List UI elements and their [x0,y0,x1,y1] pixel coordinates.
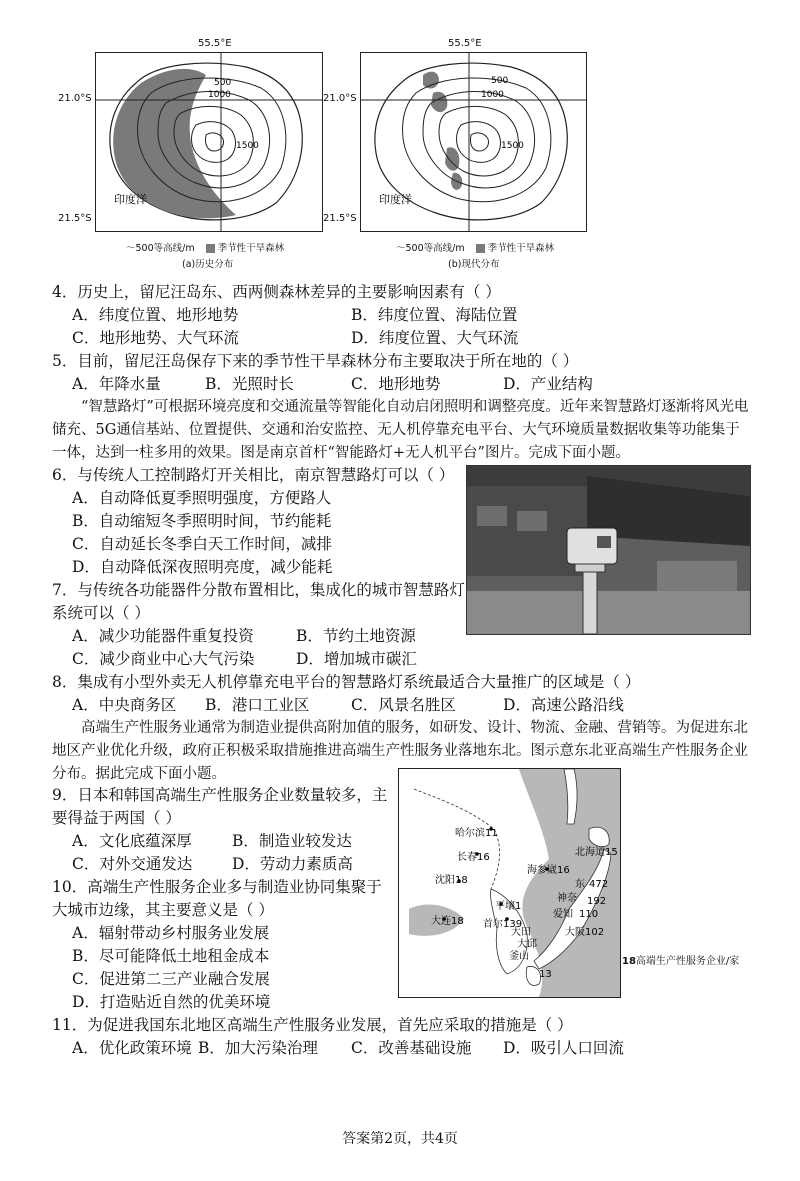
reunion-map-b-svg [361,53,586,231]
q7-stem-line2: 系统可以（ ） [52,604,150,622]
page-footer: 答案第2页，共4页 [342,1131,458,1147]
q8-stem: 8．集成有小型外卖无人机停靠充电平台的智慧路灯系统最适合大量推广的区域是（ ） [52,673,641,691]
map-a-lat-top: 21.0°S [58,93,92,104]
contour-legend-value: 500 [405,243,424,254]
q5-option-c[interactable]: C．地形地势 [351,375,441,393]
reunion-map-a-svg [96,53,322,231]
q8-option-b[interactable]: B．港口工业区 [205,696,310,714]
q5-option-b[interactable]: B．光照时长 [205,375,294,393]
city-fukuoka: 13 [539,969,552,980]
city-harbin: 哈尔滨11 [455,828,498,839]
intro-producer-services: 高端生产性服务业通常为制造业提供高附加值的服务，如研发、设计、物流、金融、营销等。为促进东北地区产业优化升级，政府正积极采取措施推进高端生产性服务业落地东北。图示意东北亚高端生产性服务企业分布。据此完成下面小题。 [52,720,748,782]
contour-label-1000: 1000 [208,90,231,100]
nemap-legend [622,952,739,967]
q10-option-d[interactable]: D．打造贴近自然的优美环境 [72,993,271,1011]
q11-option-d[interactable]: D．吸引人口回流 [503,1039,624,1057]
q7-option-d[interactable]: D．增加城市碳汇 [296,650,417,668]
q7-stem-line1: 7．与传统各功能器件分散布置相比，集成化的城市智慧路灯 [52,581,465,599]
q5-option-d[interactable]: D．产业结构 [503,375,593,393]
map-a-legend [126,240,284,254]
city-tokyo-prefix: 东 [575,879,585,890]
q9-option-d[interactable]: D．劳动力素质高 [232,855,353,873]
q4-option-d[interactable]: D．纬度位置、大气环流 [351,329,519,347]
map-b-lon-label: 55.5°E [448,38,482,49]
q5-stem: 5．目前，留尼汪岛保存下来的季节性干旱森林分布主要取决于所在地的（ ） [52,352,579,370]
contour-label-500: 500 [491,76,509,86]
contour-legend-text: 等高线/m [153,243,195,254]
city-seoul: 首尔139 [483,919,523,930]
ocean-label: 印度洋 [114,193,147,206]
q10-option-a[interactable]: A．辐射带动乡村服务业发展 [72,924,270,942]
city-kanagawa-value: 192 [587,896,607,907]
nemap-legend-num: 18 [622,956,636,967]
contour-legend-icon: 〜 [396,243,406,254]
q8-option-a[interactable]: A．中央商务区 [72,696,177,714]
city-hokkaido: 北海道15 [575,847,618,858]
q9-option-b[interactable]: B．制造业较发达 [232,832,352,850]
q10-stem-line1: 10．高端生产性服务企业多与制造业协同集聚于 [52,878,382,896]
smart-streetlight-photo [466,465,751,635]
map-a-lat-bottom: 21.5°S [58,213,92,224]
q4-option-a[interactable]: A．纬度位置、地形地势 [72,306,239,324]
map-b-lat-bottom: 21.5°S [323,213,357,224]
contour-label-1500: 1500 [236,141,259,151]
map-b-legend [396,240,554,254]
q8-option-d[interactable]: D．高速公路沿线 [503,696,624,714]
city-shenyang: 沈阳18 [435,875,468,886]
q6-stem: 6．与传统人工控制路灯开关相比，南京智慧路灯可以（ ） [52,466,455,484]
q7-option-c[interactable]: C．减少商业中心大气污染 [72,650,255,668]
q7-option-a[interactable]: A．减少功能器件重复投资 [72,627,254,645]
ocean-label: 印度洋 [379,193,412,206]
q11-option-c[interactable]: C．改善基础设施 [351,1039,472,1057]
city-daegu: 大邱 [517,939,537,950]
reunion-map-historical [95,52,323,232]
q6-option-b[interactable]: B．自动缩短冬季照明时间，节约能耗 [72,512,332,530]
q11-option-b[interactable]: B．加大污染治理 [198,1039,318,1057]
contour-label-1500: 1500 [501,141,524,151]
q6-option-c[interactable]: C．自动延长冬季白天工作时间，减排 [72,535,332,553]
q9-option-c[interactable]: C．对外交通发达 [72,855,193,873]
nemap-legend-text: 高端生产性服务企业/家 [635,956,740,967]
contour-legend-icon: 〜 [126,243,136,254]
contour-legend-value: 500 [135,243,154,254]
q6-option-a[interactable]: A．自动降低夏季照明强度，方便路人 [72,489,332,507]
contour-label-500: 500 [214,78,232,88]
q4-option-b[interactable]: B．纬度位置、海陆位置 [351,306,518,324]
q10-option-b[interactable]: B．尽可能降低土地租金成本 [72,947,270,965]
city-changchun: 长春16 [457,852,490,863]
q9-stem-line1: 9．日本和韩国高端生产性服务企业数量较多，主 [52,786,388,804]
q7-option-b[interactable]: B．节约土地资源 [296,627,416,645]
forest-legend-swatch [206,244,215,253]
northeast-asia-svg [399,769,620,997]
q10-stem-line2: 大城市边缘，其主要意义是（ ） [52,901,274,919]
q4-option-c[interactable]: C．地形地势、大气环流 [72,329,239,347]
map-b-lat-top: 21.0°S [323,93,357,104]
q11-stem: 11．为促进我国东北地区高端生产性服务业发展，首先应采取的措施是（ ） [52,1016,573,1034]
city-busan: 釜山 [509,951,529,962]
city-aichi: 爱知 [553,909,573,920]
city-tokyo-value: 472 [589,879,609,890]
forest-legend-text: 季节性干旱森林 [217,243,285,254]
city-dalian: 大连18 [431,916,464,927]
contour-legend-text: 等高线/m [423,243,465,254]
q10-option-c[interactable]: C．促进第二三产业融合发展 [72,970,270,988]
q9-option-a[interactable]: A．文化底蕴深厚 [72,832,192,850]
map-b-caption: (b)现代分布 [448,259,500,270]
q8-option-c[interactable]: C．风景名胜区 [351,696,456,714]
contour-label-1000: 1000 [481,90,504,100]
northeast-asia-map [398,768,621,998]
city-vladivostok: 海参崴16 [527,865,570,876]
q6-option-d[interactable]: D．自动降低深夜照明亮度，减少能耗 [72,558,333,576]
city-kanagawa: 神奈 [557,893,577,904]
forest-legend-text: 季节性干旱森林 [487,243,555,254]
streetlight-photo-svg [467,466,750,634]
map-a-caption: (a)历史分布 [182,259,234,270]
city-pyongyang: 平壤1 [495,901,522,912]
forest-legend-swatch [476,244,485,253]
reunion-map-modern [360,52,587,232]
city-osaka: 大阪102 [565,927,605,938]
streetlight-pole [583,564,597,634]
q4-stem: 4．历史上，留尼汪岛东、西两侧森林差异的主要影响因素有（ ） [52,283,501,301]
q11-option-a[interactable]: A．优化政策环境 [72,1039,192,1057]
q9-stem-line2: 要得益于两国（ ） [52,809,181,827]
map-a-lon-label: 55.5°E [198,38,232,49]
q5-option-a[interactable]: A．年降水量 [72,375,161,393]
intro-smart-streetlight: “智慧路灯”可根据环境亮度和交通流量等智能化自动启闭照明和调整亮度。近年来智慧路灯逐渐将风光电储充、5G通信基站、位置提供、交通和治安监控、无人机停靠充电平台、大气环境质量数据收集等功能集于一体，达到一柱多用的效果。图是南京首杆“智能路灯+无人机平台”图片。完成下面小题。 [52,399,749,461]
city-daejeon: 大田 [511,927,531,938]
city-aichi-value: 110 [579,909,599,920]
